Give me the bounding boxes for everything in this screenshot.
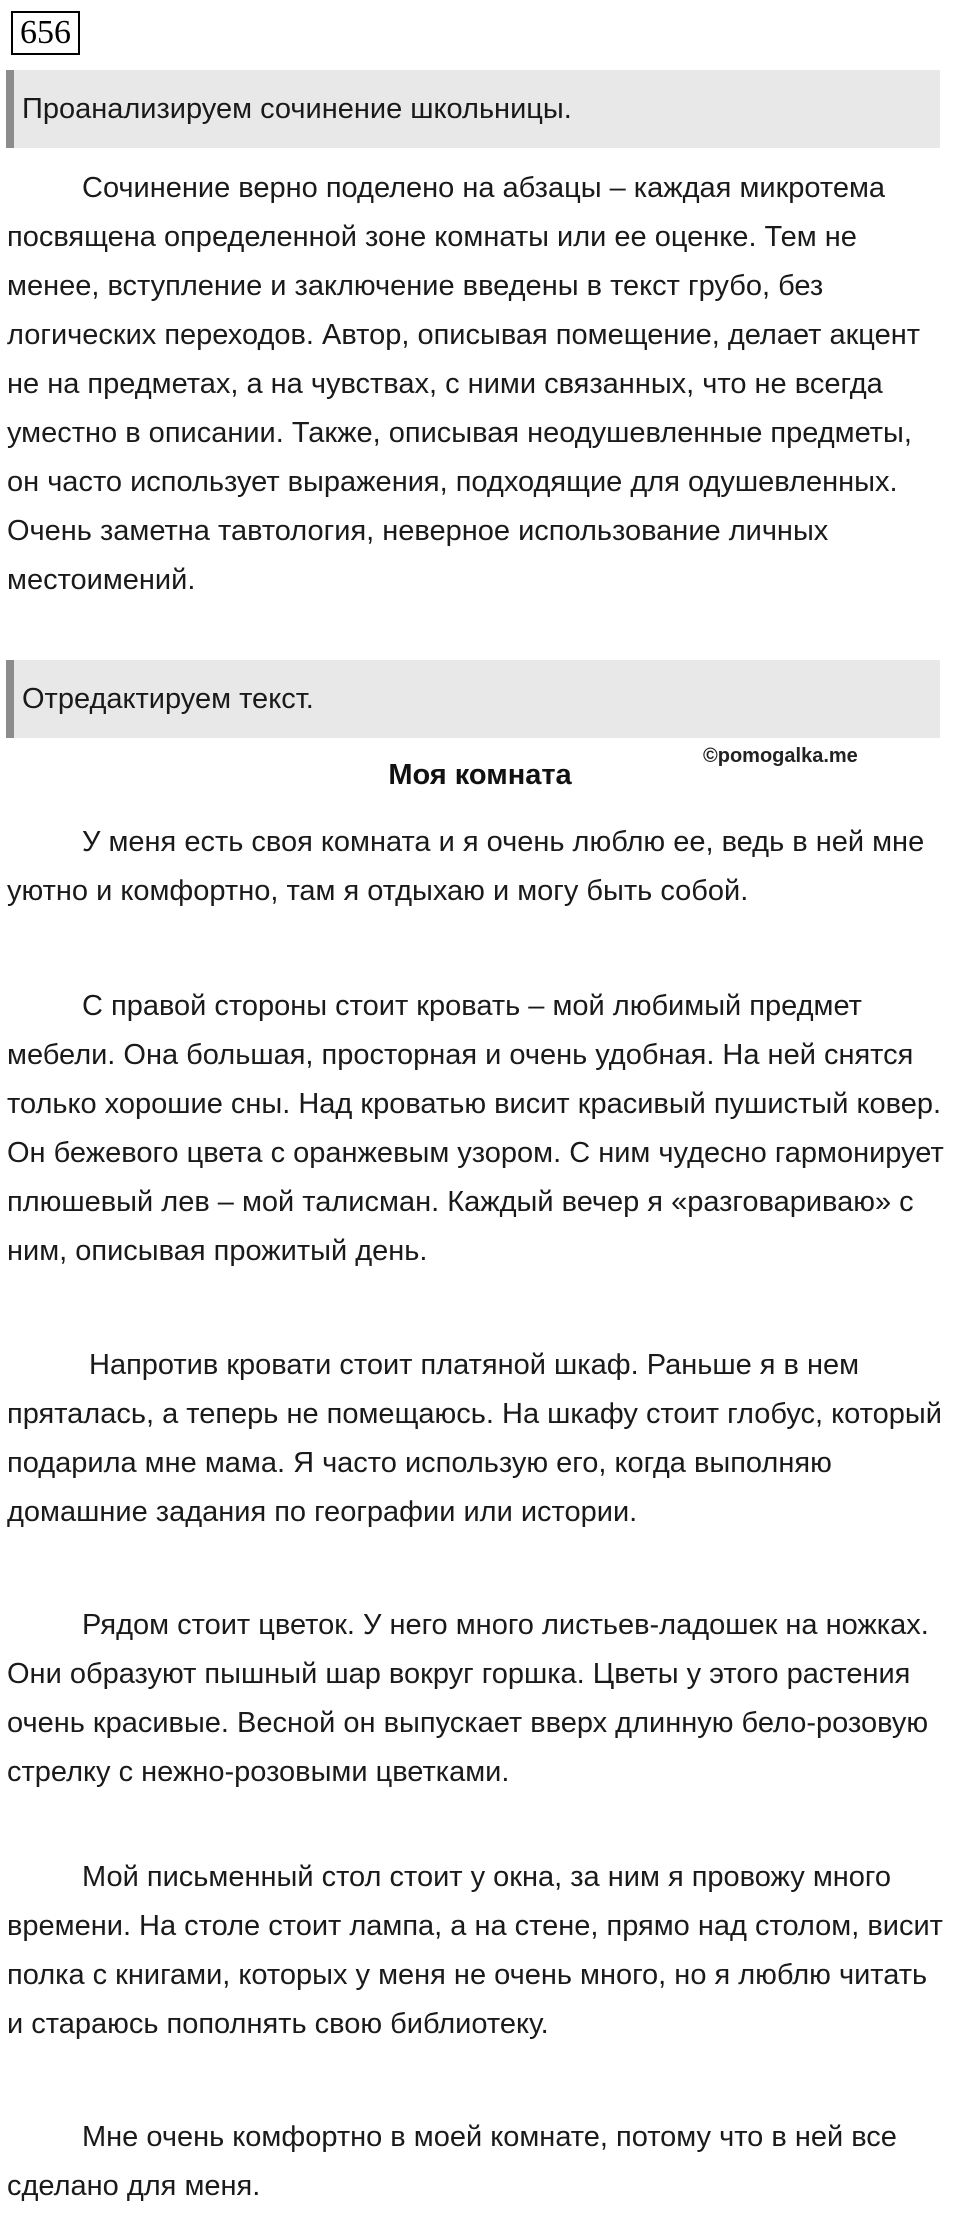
- essay-paragraph: [7, 1601, 947, 1797]
- essay-paragraph: [7, 818, 947, 916]
- analysis-text: [7, 164, 947, 605]
- task-number: 656: [11, 11, 80, 55]
- essay-title: Моя комната: [388, 759, 572, 791]
- analysis-paragraph: Сочинение верно поделено на абзацы – каждая микротема посвящена определенной зоне комнаты или ее оценке. Тем не менее, вступление и заключение введены в текст грубо, без логических переходов. Автор, описывая помещение, делает акцент не на предметах, а на чувствах, с ними связанных, что не всегда уместно в описании. Также, описывая неодушевленные предметы, он часто использует выражения, подходящие для одушевленных. Очень заметна тавтология, неверное использование личных местоимений.: [7, 172, 920, 596]
- section-header-analysis: [6, 70, 940, 148]
- essay-paragraph-text: У меня есть своя комната и я очень люблю ее, ведь в ней мне уютно и комфортно, там я отдыхаю и могу быть собой.: [7, 826, 925, 907]
- section-header-analysis-text: Проанализируем сочинение школьницы.: [22, 92, 572, 125]
- essay-paragraph: [7, 2113, 947, 2211]
- essay-paragraph: [7, 1341, 947, 1537]
- essay-paragraph-text: Рядом стоит цветок. У него много листьев-ладошек на ножках. Они образуют пышный шар вокруг горшка. Цветы у этого растения очень красивые. Весной он выпускает вверх длинную бело-розовую стрелку с нежно-розовыми цветками.: [7, 1609, 929, 1788]
- essay-paragraph-text: Напротив кровати стоит платяной шкаф. Раньше я в нем пряталась, а теперь не помещаюсь. На шкафу стоит глобус, который подарила мне мама. Я часто использую его, когда выполняю домашние задания по географии или истории.: [7, 1349, 942, 1528]
- essay-paragraph: [7, 982, 947, 1276]
- section-header-edit: [6, 660, 940, 738]
- essay-paragraph-text: Мой письменный стол стоит у окна, за ним я провожу много времени. На столе стоит лампа, а на стене, прямо над столом, висит полка с книгами, которых у меня не очень много, но я люблю читать и стараюсь пополнять свою библиотеку.: [7, 1861, 943, 2040]
- section-header-edit-text: Отредактируем текст.: [22, 682, 314, 715]
- essay-paragraph-text: Мне очень комфортно в моей комнате, потому что в ней все сделано для меня.: [7, 2121, 897, 2202]
- watermark: ©pomogalka.me: [703, 745, 858, 767]
- essay-paragraph-text: С правой стороны стоит кровать – мой любимый предмет мебели. Она большая, просторная и очень удобная. На ней снятся только хорошие сны. Над кроватью висит красивый пушистый ковер. Он бежевого цвета с оранжевым узором. С ним чудесно гармонирует плюшевый лев – мой талисман. Каждый вечер я «разговариваю» с ним, описывая прожитый день.: [7, 990, 944, 1267]
- essay-paragraph: [7, 1853, 947, 2049]
